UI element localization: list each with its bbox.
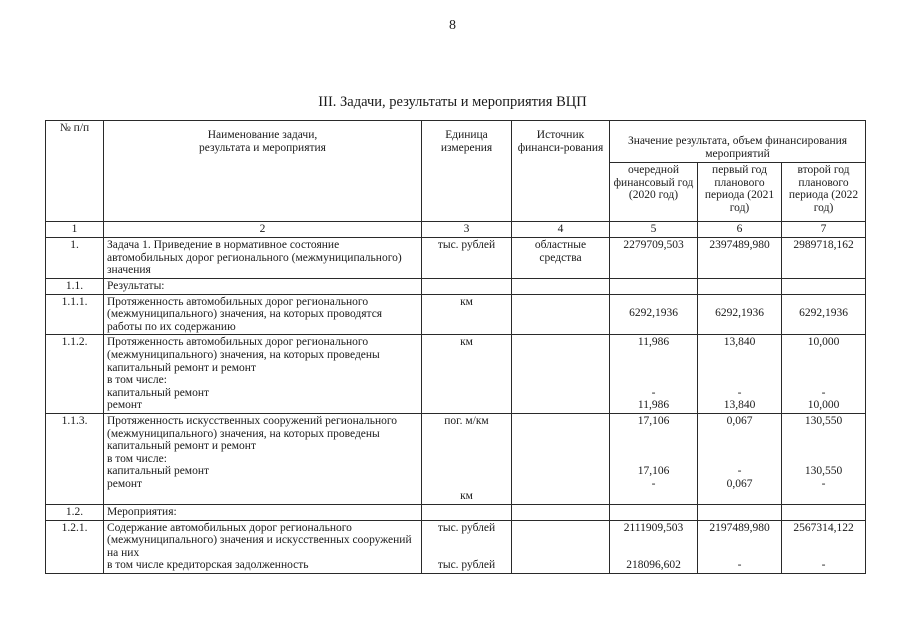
row-unit: тыс. рублей [422, 238, 512, 279]
unit-secondary: км [460, 490, 473, 503]
row-name: Протяженность автомобильных дорог регионального (межмуниципального) значения, на которых проводятся работы по их содержанию [104, 294, 422, 335]
value-total: 10,000 [807, 336, 840, 349]
row-value-2021 [698, 413, 782, 504]
value-repair: - [821, 477, 826, 490]
row-source [512, 505, 610, 521]
row-unit: км [422, 335, 512, 414]
header-source [512, 121, 610, 222]
table-row [46, 335, 866, 414]
row-value-2020 [610, 413, 698, 504]
row-unit [422, 278, 512, 294]
row-unit [422, 413, 512, 504]
row-num: 1. [46, 238, 104, 279]
table-row [46, 505, 866, 521]
row-name: Задача 1. Приведение в нормативное состояние автомобильных дорог регионального (межмуниципального) значения [104, 238, 422, 279]
row-sub-label: в том числе: [107, 374, 167, 387]
value-total: 2197489,980 [709, 521, 770, 534]
value-capital-repair: - [821, 386, 826, 399]
header-name [104, 121, 422, 222]
row-unit: км [422, 294, 512, 335]
value-capital-repair: - [737, 465, 742, 478]
row-sub-label: в том числе: [107, 452, 167, 465]
row-value-2021 [698, 520, 782, 573]
row-value-2020 [610, 505, 698, 521]
value-creditor-debt: - [737, 559, 742, 572]
row-value-2020 [610, 278, 698, 294]
row-value-2022: 2989718,162 [782, 238, 866, 279]
value-total: 11,986 [637, 336, 670, 349]
value-creditor-debt: 218096,602 [626, 559, 681, 572]
row-value-2022 [782, 335, 866, 414]
value-repair: 13,840 [723, 399, 756, 412]
row-name [104, 335, 422, 414]
col-number-6: 6 [698, 222, 782, 238]
header-year-1 [610, 163, 698, 222]
row-sub-capital-repair: капитальный ремонт [107, 465, 210, 478]
row-name: Результаты: [104, 278, 422, 294]
row-value-2021 [698, 278, 782, 294]
row-value-2021: 2397489,980 [698, 238, 782, 279]
row-name [104, 413, 422, 504]
header-year-3 [782, 163, 866, 222]
row-name-main: Содержание автомобильных дорог регионального (межмуниципального) значения и искусственных сооружений на них [107, 521, 412, 559]
table-row [46, 238, 866, 279]
row-source [512, 278, 610, 294]
header-source-text: Источник финанси-рования [517, 129, 604, 154]
section-title: III. Задачи, результаты и мероприятия ВЦП [318, 94, 587, 110]
header-unit-text: Единица измерения [440, 129, 493, 154]
row-name: Мероприятия: [104, 505, 422, 521]
unit-secondary: тыс. рублей [437, 559, 496, 572]
row-source [512, 335, 610, 414]
col-number-5: 5 [610, 222, 698, 238]
row-num: 1.1. [46, 278, 104, 294]
value-total: 2567314,122 [793, 521, 854, 534]
row-value-2022 [782, 520, 866, 573]
header-year-3-text: второй год планового периода (2022 год) [788, 164, 859, 214]
row-unit [422, 505, 512, 521]
value-total: 130,550 [804, 414, 843, 427]
row-source [512, 520, 610, 573]
value-total: 2111909,503 [623, 521, 684, 534]
header-row-1 [46, 121, 866, 163]
value-total: 0,067 [726, 414, 753, 427]
table-row [46, 294, 866, 335]
unit-main: пог. м/км [444, 414, 489, 427]
column-number-row [46, 222, 866, 238]
header-num [46, 121, 104, 222]
value-capital-repair: - [737, 386, 742, 399]
row-value-2021: 6292,1936 [698, 294, 782, 335]
row-name-main: Протяженность искусственных сооружений регионального (межмуниципального) значения, на которых проведены капитальный ремонт и ремонт [107, 414, 398, 453]
header-name-line1: Наименование задачи, [207, 129, 318, 141]
table-row [46, 520, 866, 573]
value-repair: 0,067 [726, 477, 753, 490]
header-year-2 [698, 163, 782, 222]
value-capital-repair: 130,550 [804, 465, 843, 478]
row-value-2022: 6292,1936 [782, 294, 866, 335]
row-value-2020 [610, 335, 698, 414]
table-row [46, 413, 866, 504]
header-name-line2: результата и мероприятия [199, 141, 326, 154]
row-unit [422, 520, 512, 573]
page-number: 8 [449, 18, 456, 33]
row-sub-repair: ремонт [107, 477, 143, 490]
header-value-group [610, 121, 866, 163]
row-source: областные средства [512, 238, 610, 279]
header-year-1-text: очередной финансовый год (2020 год) [613, 164, 694, 202]
col-number-3: 3 [422, 222, 512, 238]
unit-main: тыс. рублей [437, 521, 496, 534]
value-capital-repair: - [651, 386, 656, 399]
value-repair: 10,000 [807, 399, 840, 412]
value-creditor-debt: - [821, 559, 826, 572]
row-num: 1.1.2. [46, 335, 104, 414]
header-year-2-text: первый год планового периода (2021 год) [704, 164, 775, 214]
row-num: 1.1.1. [46, 294, 104, 335]
row-value-2020: 2279709,503 [610, 238, 698, 279]
col-number-1: 1 [46, 222, 104, 238]
value-repair: 11,986 [637, 399, 670, 412]
header-num-text: № п/п [59, 122, 90, 134]
row-sub-capital-repair: капитальный ремонт [107, 386, 210, 399]
row-value-2020: 6292,1936 [610, 294, 698, 335]
row-value-2022 [782, 278, 866, 294]
col-number-4: 4 [512, 222, 610, 238]
row-sub-repair: ремонт [107, 399, 143, 412]
value-repair: - [651, 477, 656, 490]
row-sub-creditor-debt: в том числе кредиторская задолженность [107, 559, 309, 572]
header-value-group-text: Значение результата, объем финансирования мероприятий [627, 135, 848, 160]
row-value-2022 [782, 413, 866, 504]
value-capital-repair: 17,106 [637, 465, 670, 478]
row-source [512, 413, 610, 504]
value-total: 17,106 [637, 414, 670, 427]
row-num: 1.2.1. [46, 520, 104, 573]
header-unit [422, 121, 512, 222]
row-source [512, 294, 610, 335]
value-total: 13,840 [723, 336, 756, 349]
col-number-7: 7 [782, 222, 866, 238]
row-value-2022 [782, 505, 866, 521]
col-number-2: 2 [104, 222, 422, 238]
row-name [104, 520, 422, 573]
table-row [46, 278, 866, 294]
row-value-2021 [698, 335, 782, 414]
row-num: 1.2. [46, 505, 104, 521]
row-name-main: Протяженность автомобильных дорог регионального (межмуниципального) значения, на которых проведены капитальный ремонт и ремонт [107, 336, 380, 374]
row-value-2021 [698, 505, 782, 521]
row-num: 1.1.3. [46, 413, 104, 504]
row-value-2020 [610, 520, 698, 573]
tasks-table [45, 120, 866, 574]
